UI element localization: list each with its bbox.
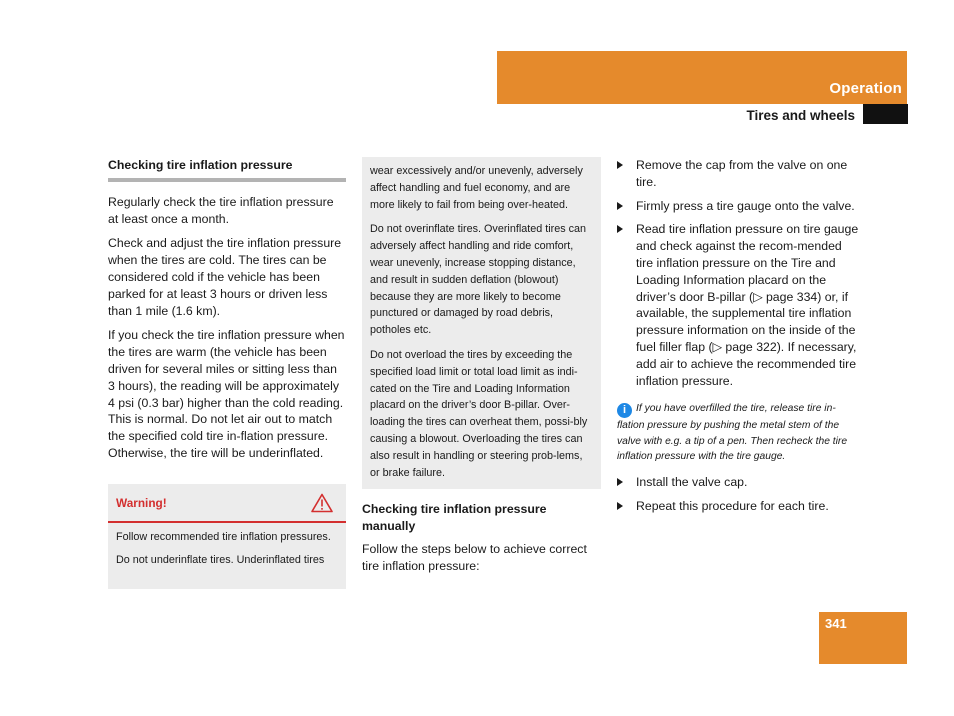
warning-paragraph: Do not overload the tires by exceeding the specified load limit or total load limit as indi-cated on the Tire and Loading Information placard on the driver’s door B-pillar. Over-loading the tires can overheat them, possi-bly causing a blowout. Overloading the tires can also result in handling or steering prob-lems, or brake failure. [370,348,588,479]
step-text: Remove the cap from the valve on one tire. [636,158,848,189]
bullet-arrow-icon [617,225,623,233]
step-text: Firmly press a tire gauge onto the valve. [636,198,855,213]
bullet-arrow-icon [617,202,623,210]
warning-body [108,523,346,581]
subsection-title: Tires and wheels [746,108,855,123]
warning-triangle-icon [311,493,333,513]
warning-paragraph: Follow recommended tire inflation pressures. [116,531,331,543]
step-text: Read tire inflation pressure on tire gauge and check against the recom-mended tire inflation pressure on the Tire and Loading Information placard on the driver’s door B-pillar (▷ page 334) or, if available, the supplemental tire inflation pressure information on the inside of the fuel filler flap (▷ page 322). If necessary, add air to achieve the recommended tire inflation pressure. [636,222,859,388]
warning-box [108,484,346,589]
paragraph: Follow the steps below to achieve correct tire inflation pressure: [362,541,587,573]
column-1 [108,157,346,470]
bullet-arrow-icon [617,161,623,169]
column-2 [362,157,601,583]
step-text: Repeat this procedure for each tire. [636,499,829,514]
heading-checking-pressure: Checking tire inflation pressure [108,157,346,182]
warning-header [108,484,346,523]
step-item [617,498,860,515]
step-item [617,157,860,191]
warning-paragraph: Do not overinflate tires. Overinflated tires can adversely affect handling and ride comfort, wear unevenly, increase stopping distance, and result in sudden deflation (blowout) because they are more likely to become punctured or damaged by road debris, potholes etc. [370,223,587,337]
warning-paragraph: Do not underinflate tires. Underinflated tires [116,553,325,566]
warning-paragraph: wear excessively and/or unevenly, adversely affect handling and fuel economy, and are more likely to fail from being over-heated. [370,165,583,211]
paragraph: Regularly check the tire inflation pressure at least once a month. [108,194,334,226]
section-title: Operation [829,80,902,97]
column-3 [617,157,860,522]
step-text: Install the valve cap. [636,475,748,490]
bullet-arrow-icon [617,502,623,510]
bullet-arrow-icon [617,478,623,486]
paragraph: If you check the tire inflation pressure when the tires are warm (the vehicle has been driven for several miles or sitting less than 3 hours), the reading will be approximately 4 psi (0.3 bar) higher than the cold reading. This is normal. Do not let air out to match the specified cold tire in-flation pressure. Otherwise, the tire will be underinflated. [108,328,345,460]
section-tab-marker [863,104,908,124]
note-text: If you have overfilled the tire, release tire in-flation pressure by pushing the metal stem of the valve with e.g. a tip of a pen. Then recheck the tire inflation pressure with the tire gauge. [617,403,848,462]
step-item [617,474,860,491]
heading-manual-check: Checking tire inflation pressure manually [362,502,547,534]
info-note [617,401,860,464]
warning-label: Warning! [116,496,167,510]
info-icon: i [617,403,632,418]
page-number: 341 [825,616,847,631]
step-item [617,221,860,389]
paragraph: Check and adjust the tire inflation pressure when the tires are cold. The tires can be considered cold if the vehicle has been parked for at least 3 hours or driven less than 1 mile (1.6 km). [108,236,342,318]
step-item [617,198,860,215]
warning-continuation-box [362,157,601,489]
